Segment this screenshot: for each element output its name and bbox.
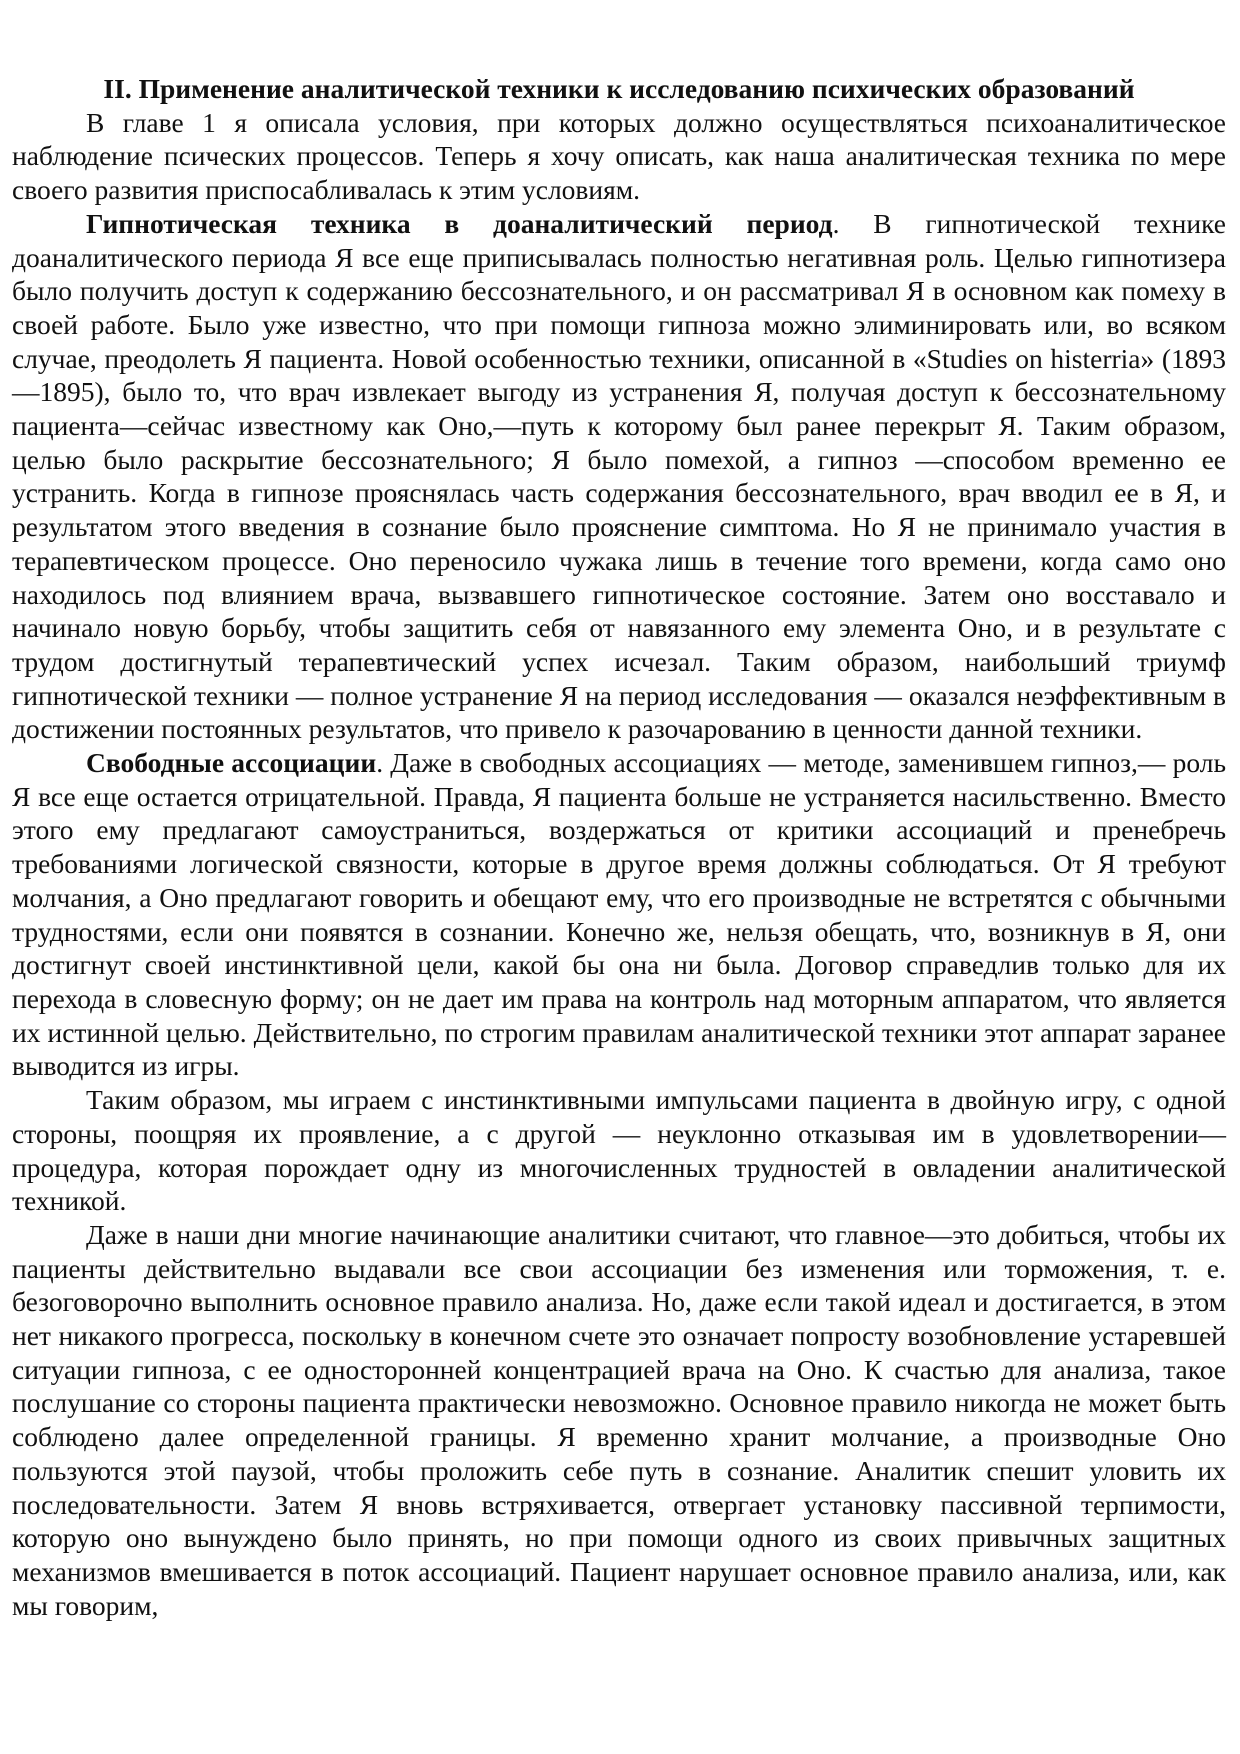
paragraph-3-text: . Даже в свободных ассоциациях — методе, заменившем гипноз,— роль Я все еще остается отрицательной. Правда, Я пациента больше не устраняется насильственно. Вместо этого ему предлагают самоустраниться, воздержаться от критики ассоциаций и пренебречь требованиями логической связности, которые в другое время должны соблюдаться. От Я требуют молчания, а Оно предлагают говорить и обещают ему, что его производные не встретятся с обычными трудностями, если они появятся в сознании. Конечно же, нельзя обещать, что, возникнув в Я, они достигнут своей инстинктивной цели, какой бы она ни была. Договор справедлив только для их перехода в словесную форму; он не дает им права на контроль над моторным аппаратом, что является их истинной целью. Действительно, по строгим правилам аналитической техники этот аппарат заранее выводится из игры. — [12, 747, 1227, 1082]
paragraph-3 — [12, 746, 1226, 1083]
paragraph-3-heading: Свободные ассоциации — [86, 747, 377, 779]
paragraph-5-text: Даже в наши дни многие начинающие аналитики считают, что главное—это добиться, чтобы их пациенты действительно выдавали все свои ассоциации без изменения или торможения, т. е. безоговорочно выполнить основное правило анализа. Но, даже если такой идеал и достигается, в этом нет никакого прогресса, поскольку в конечном счете это означает попросту возобновление устаревшей ситуации гипноза, с ее односторонней концентрацией врача на Оно. К счастью для анализа, такое послушание со стороны пациента практически невозможно. Основное правило никогда не может быть соблюдено далее определенной границы. Я временно хранит молчание, а производные Оно пользуются этой паузой, чтобы проложить себе путь в сознание. Аналитик спешит уловить их последовательности. Затем Я вновь встряхивается, отвергает установку пассивной терпимости, которую оно вынуждено было принять, но при помощи одного из своих привычных защитных механизмов вмешивается в поток ассоциаций. Пациент нарушает основное правило анализа, или, как мы говорим, — [12, 1218, 1226, 1621]
paragraph-1 — [12, 106, 1226, 207]
page-title: II. Применение аналитической техники к исследованию психических образований — [103, 73, 1135, 104]
document-page — [12, 72, 1226, 1622]
paragraph-5 — [12, 1218, 1226, 1622]
paragraph-2-heading: Гипнотическая техника в доаналитический период — [86, 207, 833, 239]
paragraph-1-text: В главе 1 я описала условия, при которых должно осуществляться психоаналитическое наблюдение псичеcких процессов. Теперь я хочу описать, как наша аналитическая техника по мере своего развития приспосабливалась к этим условиям. — [12, 106, 1226, 206]
paragraph-4-text: Таким образом, мы играем с инстинктивными импульсами пациента в двойную игру, с одной стороны, поощряя их проявление, а с другой — неуклонно отказывая им в удовлетворении—процедура, которая порождает одну из многочисленных трудностей в овладении аналитической техникой. — [12, 1084, 1226, 1217]
paragraph-2-text: . В гипнотической технике доаналитического периода Я все еще приписывалась полностью негативная роль. Целью гипнотизера было получить доступ к содержанию бессознательного, и он рассматривал Я в основном как помеху в своей работе. Было уже известно, что при помощи гипноза можно элиминировать или, во всяком случае, преодолеть Я пациента. Новой особенностью техники, описанной в «Studies on histerria» (1893—1895), было то, что врач извлекает выгоду из устранения Я, получая доступ к бессознательному пациента—сейчас известному как Оно,—путь к которому был ранее перекрыт Я. Таким образом, целью было раскрытие бессознательного; Я было помехой, а гипноз —способом временно ее устранить. Когда в гипнозе прояснялась часть содержания бессознательного, врач вводил ее в Я, и результатом этого введения в сознание было прояснение симптома. Но Я не принимало участия в терапевтическом процессе. Оно переносило чужака лишь в течение того времени, когда само оно находилось под влиянием врача, вызвавшего гипнотическое состояние. Затем оно восставало и начинало новую борьбу, чтобы защитить себя от навязанного ему элемента Оно, и в результате с трудом достигнутый терапевтический успех исчезал. Таким образом, наибольший триумф гипнотической техники — полное устранение Я на период исследования — оказался неэффективным в достижении постоянных результатов, что привело к разочарованию в ценности данной техники. — [12, 207, 1226, 745]
paragraph-4 — [12, 1083, 1226, 1218]
paragraph-2 — [12, 207, 1226, 746]
